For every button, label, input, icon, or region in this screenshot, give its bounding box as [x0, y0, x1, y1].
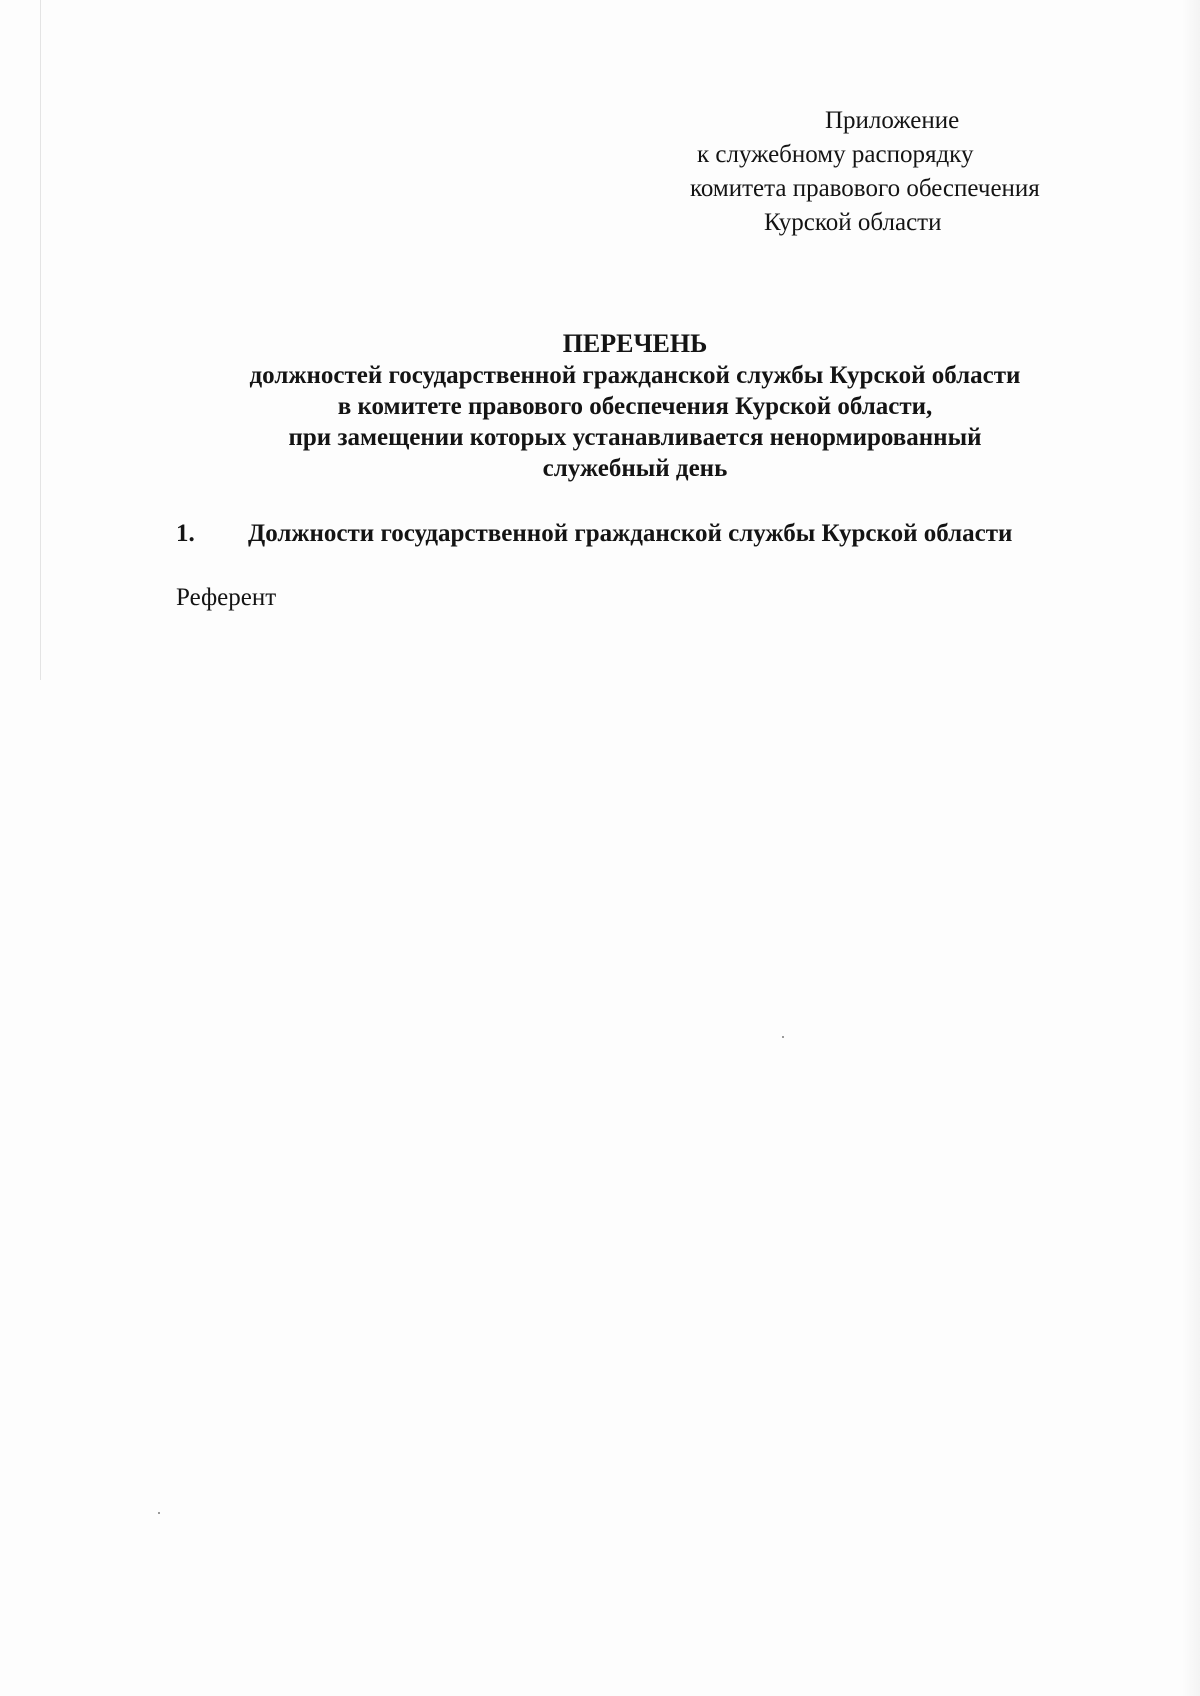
appendix-note: [670, 104, 1110, 240]
appendix-line: комитета правового обеспечения: [690, 175, 1040, 202]
scan-edge-line: [40, 0, 41, 680]
heading-line: в комитете правового обеспечения Курской области,: [337, 393, 933, 420]
appendix-line: Курской области: [764, 209, 942, 236]
section-title: Должности государственной гражданской службы Курской области: [248, 520, 1013, 547]
scan-edge-shadow: [1182, 0, 1200, 1696]
appendix-line: к служебному распорядку: [697, 141, 974, 168]
scan-speck: [782, 1036, 784, 1038]
heading-line: при замещении которых устанавливается ненормированный: [288, 424, 982, 451]
section-heading: [176, 518, 1136, 550]
appendix-line: Приложение: [825, 107, 960, 134]
heading-line: служебный день: [542, 455, 728, 482]
scan-speck: [158, 1512, 160, 1514]
heading-line: должностей государственной гражданской службы Курской области: [249, 362, 1021, 389]
document-heading: [150, 328, 1120, 484]
position-list-item: Референт: [176, 584, 277, 611]
document-title: ПЕРЕЧЕНЬ: [562, 329, 708, 358]
section-number: 1.: [176, 520, 195, 547]
